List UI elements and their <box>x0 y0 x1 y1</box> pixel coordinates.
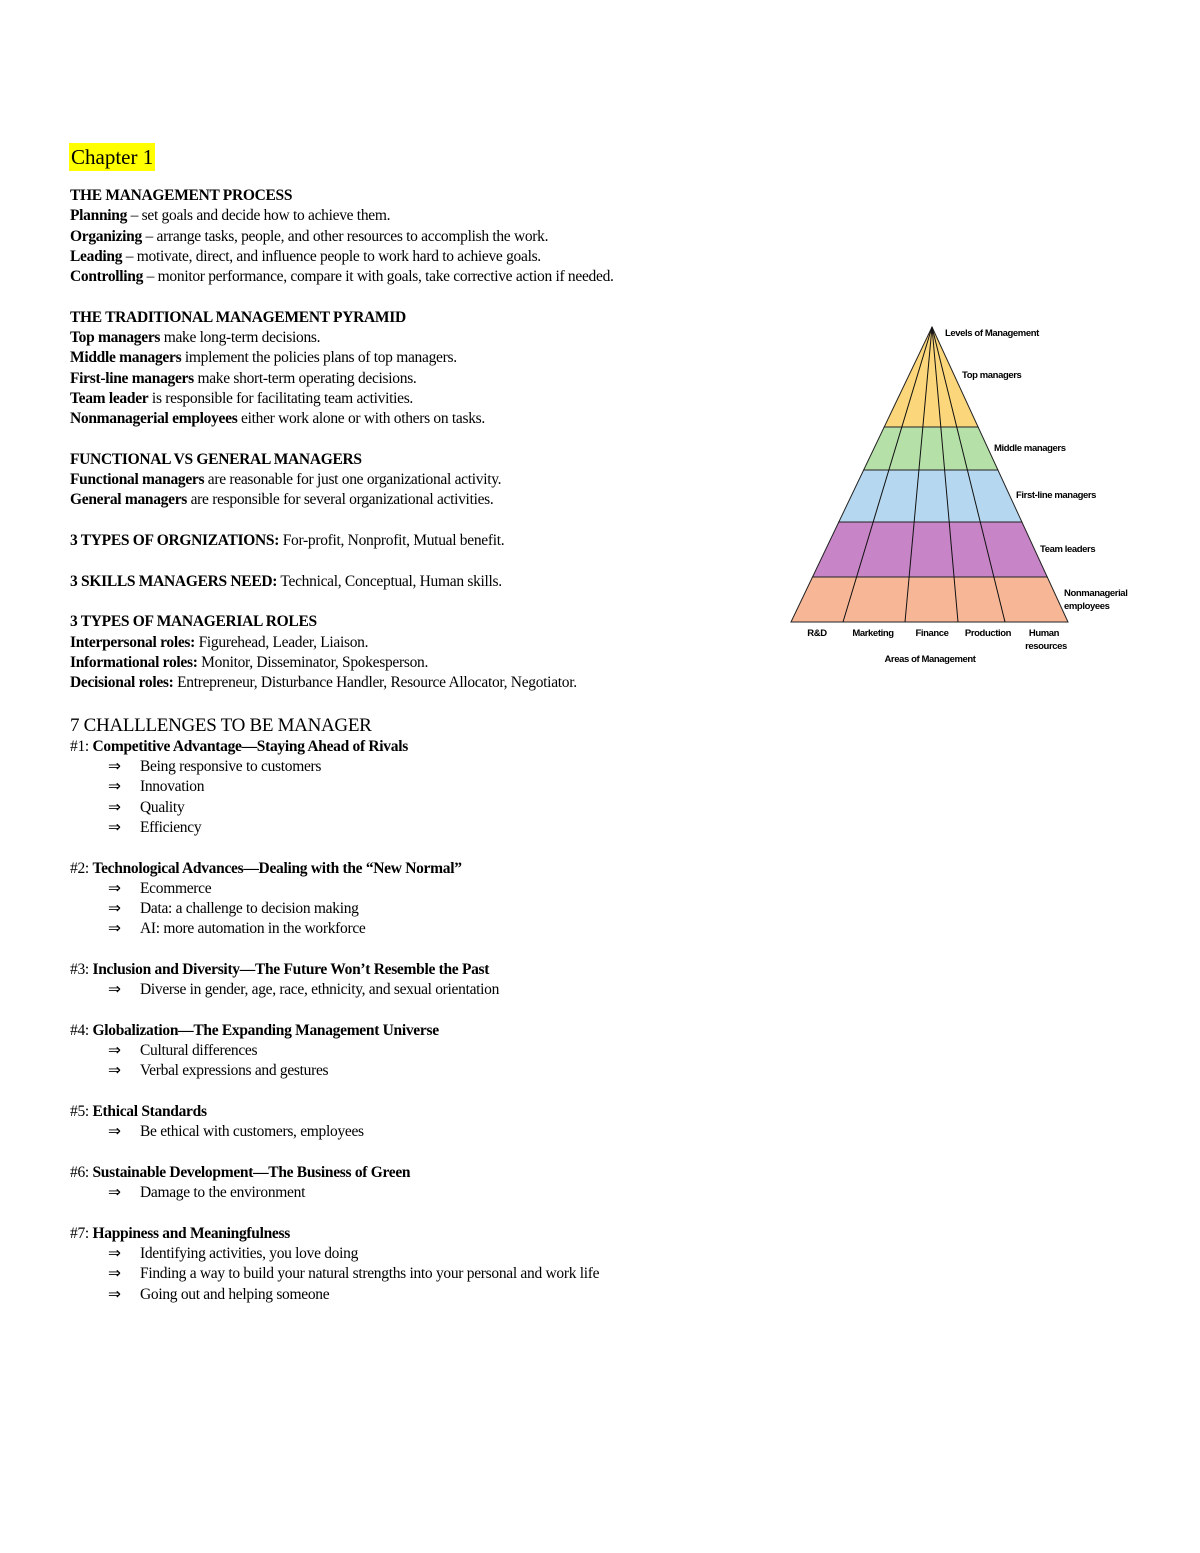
bullet-item <box>70 1041 770 1061</box>
definition-line <box>70 267 770 287</box>
arrow-bullet-icon: ⇒ <box>108 981 121 999</box>
term: Planning <box>70 207 128 225</box>
description: – set goals and decide how to achieve them. <box>127 207 391 225</box>
areas-title: Areas of Management <box>884 654 976 665</box>
description: – arrange tasks, people, and other resources to accomplish the work. <box>141 227 549 245</box>
term: Happiness and Meaningfulness <box>92 1224 290 1242</box>
arrow-bullet-icon: ⇒ <box>108 1265 121 1283</box>
term: Organizing <box>70 227 142 245</box>
description: – motivate, direct, and influence people to work hard to achieve goals. <box>122 247 541 265</box>
blank-line <box>70 551 770 571</box>
arrow-bullet-icon: ⇒ <box>108 1285 121 1303</box>
definition-line <box>70 653 770 673</box>
term: Inclusion and Diversity—The Future Won’t Resemble the Past <box>92 960 490 978</box>
definition-line <box>70 470 770 490</box>
item-number: #6: <box>70 1163 93 1181</box>
bullet-text: Efficiency <box>140 818 202 836</box>
notes-body <box>70 143 770 1305</box>
arrow-bullet-icon: ⇒ <box>108 778 121 796</box>
description: are responsible for several organizational activities. <box>187 491 494 509</box>
term: Top managers <box>70 329 161 347</box>
bullet-text: Verbal expressions and gestures <box>140 1062 329 1080</box>
bullet-text: Cultural differences <box>140 1042 258 1060</box>
definition-line <box>70 206 770 226</box>
term: Globalization—The Expanding Management Universe <box>92 1021 439 1039</box>
heading-text: 3 TYPES OF MANAGERIAL ROLES <box>70 613 317 631</box>
bullet-text: Being responsive to customers <box>140 758 322 776</box>
term: 3 SKILLS MANAGERS NEED: <box>70 572 278 590</box>
definition-line <box>70 531 770 551</box>
bullet-text: Diverse in gender, age, race, ethnicity, and sexual orientation <box>140 981 500 999</box>
bullet-item <box>70 1244 770 1264</box>
area-label: Marketing <box>852 628 894 639</box>
term: Interpersonal roles: <box>70 633 196 651</box>
term: Ethical Standards <box>92 1103 207 1121</box>
term: First-line managers <box>70 369 194 387</box>
management-pyramid-figure <box>780 315 1160 675</box>
term: Nonmanagerial employees <box>70 410 238 428</box>
notes-content <box>70 186 770 1305</box>
bullet-item <box>70 1264 770 1284</box>
term: Controlling <box>70 268 144 286</box>
bullet-item <box>70 919 770 939</box>
arrow-bullet-icon: ⇒ <box>108 1245 121 1263</box>
bullet-text: Quality <box>140 798 185 816</box>
pyramid-title: Levels of Management <box>945 328 1039 339</box>
description: Entrepreneur, Disturbance Handler, Resource Allocator, Negotiator. <box>173 674 577 692</box>
term: Informational roles: <box>70 653 198 671</box>
bullet-text: Ecommerce <box>140 879 212 897</box>
section-heading <box>70 714 770 737</box>
pyramid-level-band <box>791 577 1068 622</box>
term: Competitive Advantage—Staying Ahead of Rivals <box>92 737 408 755</box>
section-heading <box>70 186 770 206</box>
arrow-bullet-icon: ⇒ <box>108 1062 121 1080</box>
bullet-item <box>70 899 770 919</box>
pyramid-level-band <box>813 522 1048 577</box>
definition-line <box>70 572 770 592</box>
area-label: resources <box>1025 641 1067 652</box>
bullet-item <box>70 1285 770 1305</box>
section-heading <box>70 308 770 328</box>
level-label: First-line managers <box>1016 490 1097 501</box>
description: is responsible for facilitating team activities. <box>148 389 414 407</box>
bullet-item <box>70 879 770 899</box>
description: Monitor, Disseminator, Spokesperson. <box>197 653 429 671</box>
area-label: Production <box>964 628 1012 639</box>
level-label: employees <box>1064 601 1110 612</box>
description: make long-term decisions. <box>160 329 321 347</box>
heading-text: THE MANAGEMENT PROCESS <box>70 187 293 204</box>
definition-line <box>70 348 770 368</box>
bullet-text: Going out and helping someone <box>140 1285 330 1303</box>
blank-line <box>70 1001 770 1021</box>
level-label: Top managers <box>962 370 1022 381</box>
term: Team leader <box>70 389 149 407</box>
bullet-text: Finding a way to build your natural strengths into your personal and work life <box>140 1265 600 1283</box>
definition-line <box>70 328 770 348</box>
bullet-text: Damage to the environment <box>140 1184 306 1202</box>
blank-line <box>70 693 770 713</box>
definition-line <box>70 409 770 429</box>
description: Figurehead, Leader, Liaison. <box>195 633 369 651</box>
bullet-text: AI: more automation in the workforce <box>140 920 366 938</box>
heading-text: 7 CHALLLENGES TO BE MANAGER <box>70 714 372 736</box>
blank-line <box>70 940 770 960</box>
term: Middle managers <box>70 349 182 367</box>
definition-line <box>70 247 770 267</box>
area-label: Human <box>1028 628 1060 639</box>
arrow-bullet-icon: ⇒ <box>108 1184 121 1202</box>
item-number: #4: <box>70 1021 93 1039</box>
bullet-item <box>70 1061 770 1081</box>
blank-line <box>70 1204 770 1224</box>
bullet-text: Innovation <box>140 778 205 796</box>
term: Technological Advances—Dealing with the “New Normal” <box>92 859 462 877</box>
arrow-bullet-icon: ⇒ <box>108 1042 121 1060</box>
description: – monitor performance, compare it with goals, take corrective action if needed. <box>143 268 614 286</box>
arrow-bullet-icon: ⇒ <box>108 818 121 836</box>
definition-line <box>70 1021 770 1041</box>
bullet-item <box>70 818 770 838</box>
arrow-bullet-icon: ⇒ <box>108 900 121 918</box>
arrow-bullet-icon: ⇒ <box>108 920 121 938</box>
pyramid-level-band <box>839 470 1022 522</box>
description: For-profit, Nonprofit, Mutual benefit. <box>279 532 505 550</box>
pyramid-level-band <box>864 427 998 470</box>
area-label: Finance <box>915 628 949 639</box>
arrow-bullet-icon: ⇒ <box>108 758 121 776</box>
bullet-text: Be ethical with customers, employees <box>140 1123 364 1141</box>
definition-line <box>70 369 770 389</box>
bullet-item <box>70 777 770 797</box>
blank-line <box>70 430 770 450</box>
arrow-bullet-icon: ⇒ <box>108 798 121 816</box>
chapter-title: Chapter 1 <box>71 145 154 169</box>
definition-line <box>70 1163 770 1183</box>
term: General managers <box>70 491 188 509</box>
definition-line <box>70 490 770 510</box>
heading-text: FUNCTIONAL VS GENERAL MANAGERS <box>70 450 362 468</box>
description: are reasonable for just one organizational activity. <box>204 471 502 489</box>
bullet-item <box>70 980 770 1000</box>
definition-line <box>70 389 770 409</box>
term: Sustainable Development—The Business of Green <box>92 1163 411 1181</box>
arrow-bullet-icon: ⇒ <box>108 1123 121 1141</box>
blank-line <box>70 592 770 612</box>
definition-line <box>70 1102 770 1122</box>
section-heading <box>70 612 770 632</box>
definition-line <box>70 1224 770 1244</box>
level-label: Middle managers <box>994 443 1066 454</box>
bullet-item <box>70 798 770 818</box>
area-label: R&D <box>807 628 827 639</box>
level-label: Nonmanagerial <box>1064 588 1128 599</box>
blank-line <box>70 838 770 858</box>
arrow-bullet-icon: ⇒ <box>108 879 121 897</box>
description: either work alone or with others on tasks. <box>237 410 485 428</box>
blank-line <box>70 287 770 307</box>
definition-line <box>70 633 770 653</box>
heading-text: THE TRADITIONAL MANAGEMENT PYRAMID <box>70 308 406 326</box>
term: Leading <box>70 247 123 265</box>
section-heading <box>70 450 770 470</box>
definition-line <box>70 227 770 247</box>
item-number: #1: <box>70 737 93 755</box>
bullet-text: Identifying activities, you love doing <box>140 1245 359 1263</box>
blank-line <box>70 511 770 531</box>
bullet-text: Data: a challenge to decision making <box>140 900 359 918</box>
definition-line <box>70 960 770 980</box>
bullet-item <box>70 1183 770 1203</box>
bullet-item <box>70 1122 770 1142</box>
blank-line <box>70 1143 770 1163</box>
definition-line <box>70 859 770 879</box>
description: implement the policies plans of top managers. <box>181 349 457 367</box>
item-number: #3: <box>70 960 93 978</box>
definition-line <box>70 737 770 757</box>
description: Technical, Conceptual, Human skills. <box>277 572 502 590</box>
item-number: #5: <box>70 1103 93 1121</box>
definition-line <box>70 673 770 693</box>
term: Functional managers <box>70 471 205 489</box>
blank-line <box>70 1082 770 1102</box>
term: 3 TYPES OF ORGNIZATIONS: <box>70 532 280 550</box>
description: make short-term operating decisions. <box>193 369 417 387</box>
term: Decisional roles: <box>70 674 174 692</box>
item-number: #7: <box>70 1224 93 1242</box>
bullet-item <box>70 757 770 777</box>
item-number: #2: <box>70 859 93 877</box>
level-label: Team leaders <box>1040 544 1096 555</box>
